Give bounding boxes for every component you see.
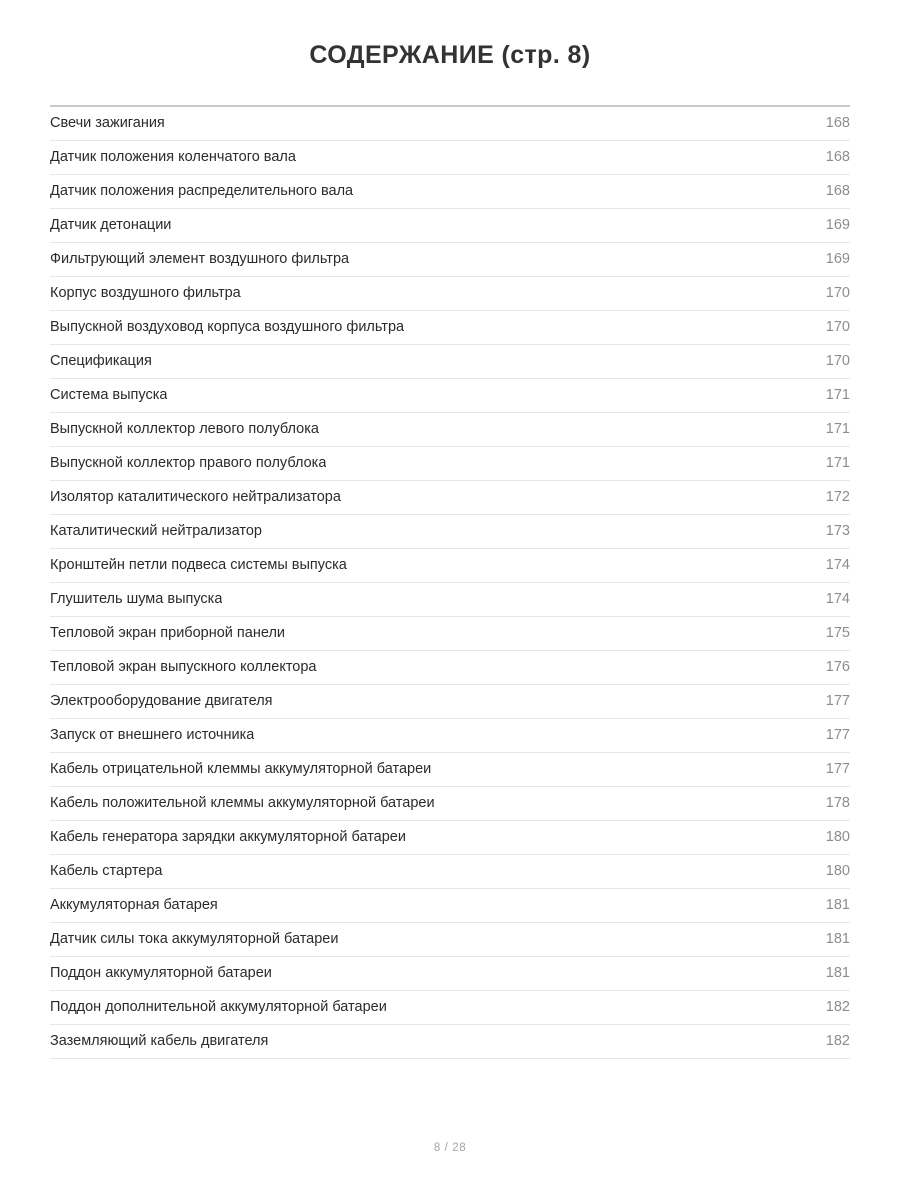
toc-entry-label: Свечи зажигания [50,115,165,131]
toc-entry-label: Выпускной воздуховод корпуса воздушного фильтра [50,319,405,335]
toc-entry-label: Аккумуляторная батарея [50,897,218,913]
toc-entry[interactable] [50,311,850,345]
toc-entry-page-number: 174 [825,591,850,607]
toc-entry-page-number: 181 [825,965,850,981]
toc-entry-label: Датчик положения распределительного вала [50,183,354,199]
toc-entry[interactable] [50,379,850,413]
toc-entry-page-number: 172 [825,489,850,505]
toc-entry-label: Глушитель шума выпуска [50,591,223,607]
toc-entry-page-number: 181 [825,897,850,913]
toc-entry-label: Поддон дополнительной аккумуляторной батареи [50,999,387,1015]
toc-entry[interactable] [50,345,850,379]
toc-entry-page-number: 180 [825,863,850,879]
toc-entry-page-number: 171 [825,421,850,437]
toc-entry[interactable] [50,277,850,311]
toc-entry-page-number: 180 [825,829,850,845]
toc-entry[interactable] [50,481,850,515]
toc-entry-label: Выпускной коллектор правого полублока [50,455,327,471]
page-title: СОДЕРЖАНИЕ (стр. 8) [309,41,591,69]
toc-entry-page-number: 177 [825,761,850,777]
toc-entry-page-number: 171 [825,455,850,471]
toc-entry-page-number: 177 [825,727,850,743]
toc-entry[interactable] [50,515,850,549]
toc-entry[interactable] [50,413,850,447]
toc-entry-page-number: 168 [825,149,850,165]
toc-entry[interactable] [50,923,850,957]
toc-entry[interactable] [50,549,850,583]
toc-entry-label: Поддон аккумуляторной батареи [50,965,272,981]
toc-entry[interactable] [50,957,850,991]
toc-entry-page-number: 177 [825,693,850,709]
toc-entry-page-number: 170 [825,285,850,301]
toc-entry-page-number: 182 [825,999,850,1015]
toc-entry[interactable] [50,787,850,821]
toc-entry-page-number: 175 [825,625,850,641]
toc-entry[interactable] [50,685,850,719]
toc-entry-page-number: 170 [825,353,850,369]
toc-entry-label: Тепловой экран выпускного коллектора [50,659,317,675]
toc-entry-label: Кабель отрицательной клеммы аккумуляторной батареи [50,761,432,777]
toc-entry-label: Тепловой экран приборной панели [50,625,286,641]
toc-entry[interactable] [50,583,850,617]
toc-entry-label: Кронштейн петли подвеса системы выпуска [50,557,347,573]
toc-entry-page-number: 178 [825,795,850,811]
toc-entry-label: Датчик положения коленчатого вала [50,149,296,165]
toc-entry-label: Фильтрующий элемент воздушного фильтра [50,251,350,267]
toc-entry-page-number: 182 [825,1033,850,1049]
toc-entry-page-number: 174 [825,557,850,573]
document-footer [0,1138,900,1200]
toc-entry[interactable] [50,107,850,141]
toc-entry-label: Запуск от внешнего источника [50,727,255,743]
toc-entry[interactable] [50,617,850,651]
toc-entry-label: Кабель стартера [50,863,163,879]
toc-entry-label: Датчик детонации [50,217,172,233]
toc-entry[interactable] [50,243,850,277]
toc-entry-page-number: 169 [825,251,850,267]
toc-entry-label: Заземляющий кабель двигателя [50,1033,269,1049]
toc-entry[interactable] [50,719,850,753]
toc-entry[interactable] [50,447,850,481]
toc-entry[interactable] [50,209,850,243]
toc-entry[interactable] [50,1025,850,1059]
toc-entry[interactable] [50,753,850,787]
toc-entry[interactable] [50,821,850,855]
toc-entry[interactable] [50,175,850,209]
toc-entry-label: Датчик силы тока аккумуляторной батареи [50,931,339,947]
toc-entry-label: Изолятор каталитического нейтрализатора [50,489,341,505]
toc-entry-label: Кабель генератора зарядки аккумуляторной батареи [50,829,406,845]
toc-entry-page-number: 176 [825,659,850,675]
toc-entry-label: Кабель положительной клеммы аккумуляторной батареи [50,795,435,811]
toc-entry-label: Электрооборудование двигателя [50,693,273,709]
toc-entry-page-number: 169 [825,217,850,233]
toc-entry-label: Система выпуска [50,387,168,403]
page-indicator: 8 / 28 [433,1142,467,1154]
document-header [0,0,900,107]
toc-entry-label: Выпускной коллектор левого полублока [50,421,319,437]
toc-entry[interactable] [50,141,850,175]
table-of-contents [0,107,900,1059]
toc-entry-page-number: 168 [825,183,850,199]
toc-entry-label: Каталитический нейтрализатор [50,523,262,539]
toc-entry-label: Спецификация [50,353,152,369]
toc-entry-page-number: 171 [825,387,850,403]
toc-entry-label: Корпус воздушного фильтра [50,285,241,301]
toc-entry[interactable] [50,991,850,1025]
toc-entry-page-number: 170 [825,319,850,335]
toc-entry[interactable] [50,855,850,889]
toc-entry-page-number: 181 [825,931,850,947]
toc-entry-page-number: 168 [825,115,850,131]
toc-entry-page-number: 173 [825,523,850,539]
toc-entry[interactable] [50,889,850,923]
toc-entry[interactable] [50,651,850,685]
